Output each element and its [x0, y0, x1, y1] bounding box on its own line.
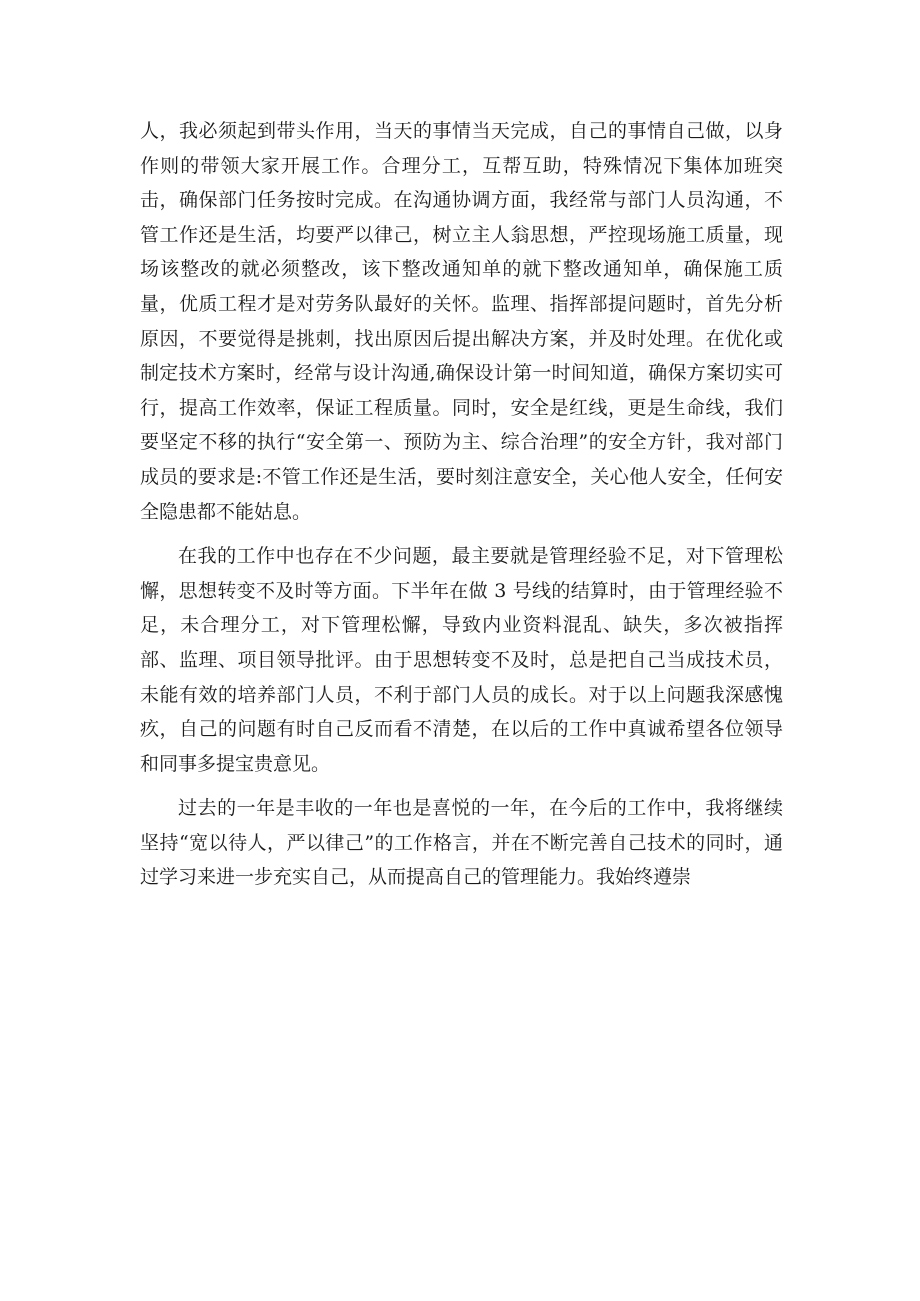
paragraph-continuation: 人，我必须起到带头作用，当天的事情当天完成，自己的事情自己做，以身作则的带领大家开展工作。合理分工，互帮互助，特殊情况下集体加班突击，确保部门任务按时完成。在沟通协调方面，我经常与部门人员沟通，不管工作还是生活，均要严以律己，树立主人翁思想，严控现场施工质量，现场该整改的就必须整改，该下整改通知单的就下整改通知单，确保施工质量，优质工程才是对劳务队最好的关怀。监理、指挥部提问题时，首先分析原因，不要觉得是挑刺，找出原因后提出解决方案，并及时处理。在优化或制定技术方案时，经常与设计沟通,确保设计第一时间知道，确保方案切实可行，提高工作效率，保证工程质量。同时，安全是红线，更是生命线，我们要坚定不移的执行“安全第一、预防为主、综合治理”的安全方针，我对部门成员的要求是:不管工作还是生活，要时刻注意安全，关心他人安全，任何安全隐患都不能姑息。 [140, 120, 783, 523]
document-body [140, 114, 783, 895]
paragraph-outlook: 过去的一年是丰收的一年也是喜悦的一年，在今后的工作中，我将继续坚持“宽以待人，严以律己”的工作格言，并在不断完善自己技术的同时，通过学习来进一步充实自己，从而提高自己的管理能力。我始终遵崇 [140, 797, 783, 889]
paragraph-problems: 在我的工作中也存在不少问题，最主要就是管理经验不足，对下管理松懈，思想转变不及时等方面。下半年在做 3 号线的结算时，由于管理经验不足，未合理分工，对下管理松懈，导致内业资料混乱、缺失，多次被指挥部、监理、项目领导批评。由于思想转变不及时，总是把自己当成技术员，未能有效的培养部门人员，不利于部门人员的成长。对于以上问题我深感愧疚，自己的问题有时自己反而看不清楚，在以后的工作中真诚希望各位领导和同事多提宝贵意见。 [140, 545, 783, 775]
